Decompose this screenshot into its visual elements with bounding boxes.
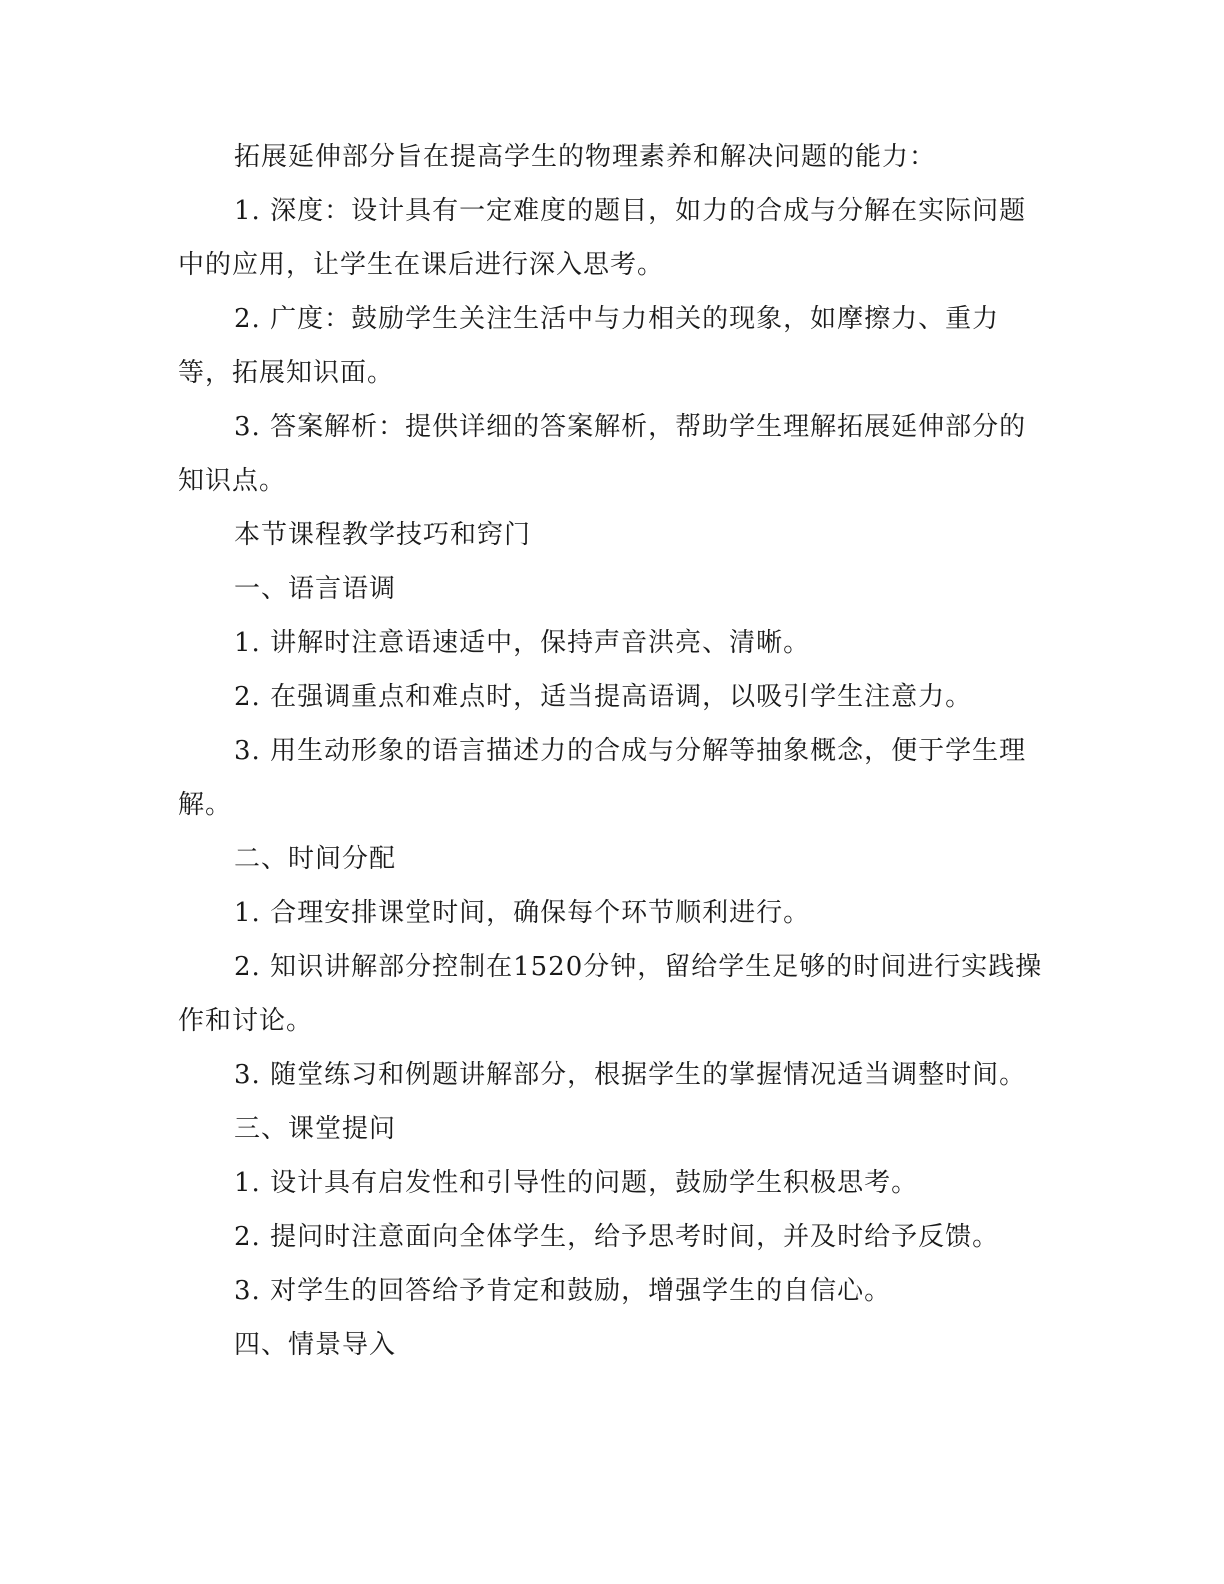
- list-item: 3. 对学生的回答给予肯定和鼓励，增强学生的自信心。: [234, 1276, 892, 1306]
- intro-paragraph: 拓展延伸部分旨在提高学生的物理素养和解决问题的能力：: [234, 142, 937, 172]
- list-item: 2. 知识讲解部分控制在1520分钟，留给学生足够的时间进行实践操作和讨论。: [178, 952, 1043, 1036]
- list-item: 1. 讲解时注意语速适中，保持声音洪亮、清晰。: [234, 628, 811, 658]
- list-item: 2. 在强调重点和难点时，适当提高语调，以吸引学生注意力。: [234, 682, 973, 712]
- list-item: 3. 用生动形象的语言描述力的合成与分解等抽象概念，便于学生理解。: [178, 736, 1027, 820]
- document-body: [178, 130, 1048, 1372]
- subsection-heading-time: 二、时间分配: [234, 844, 397, 874]
- list-item: 3. 随堂练习和例题讲解部分，根据学生的掌握情况适当调整时间。: [234, 1060, 1027, 1090]
- list-item-depth: 1. 深度：设计具有一定难度的题目，如力的合成与分解在实际问题中的应用，让学生在课后进行深入思考。: [178, 196, 1027, 280]
- list-item: 2. 提问时注意面向全体学生，给予思考时间，并及时给予反馈。: [234, 1222, 1000, 1252]
- section-heading-teaching-tips: 本节课程教学技巧和窍门: [234, 520, 532, 550]
- list-item: 1. 合理安排课堂时间，确保每个环节顺利进行。: [234, 898, 811, 928]
- subsection-heading-questions: 三、课堂提问: [234, 1114, 397, 1144]
- list-item-breadth: 2. 广度：鼓励学生关注生活中与力相关的现象，如摩擦力、重力等，拓展知识面。: [178, 304, 1000, 388]
- list-item-answer-analysis: 3. 答案解析：提供详细的答案解析，帮助学生理解拓展延伸部分的知识点。: [178, 412, 1027, 496]
- subsection-heading-language: 一、语言语调: [234, 574, 397, 604]
- list-item: 1. 设计具有启发性和引导性的问题，鼓励学生积极思考。: [234, 1168, 919, 1198]
- subsection-heading-scenario: 四、情景导入: [234, 1330, 397, 1360]
